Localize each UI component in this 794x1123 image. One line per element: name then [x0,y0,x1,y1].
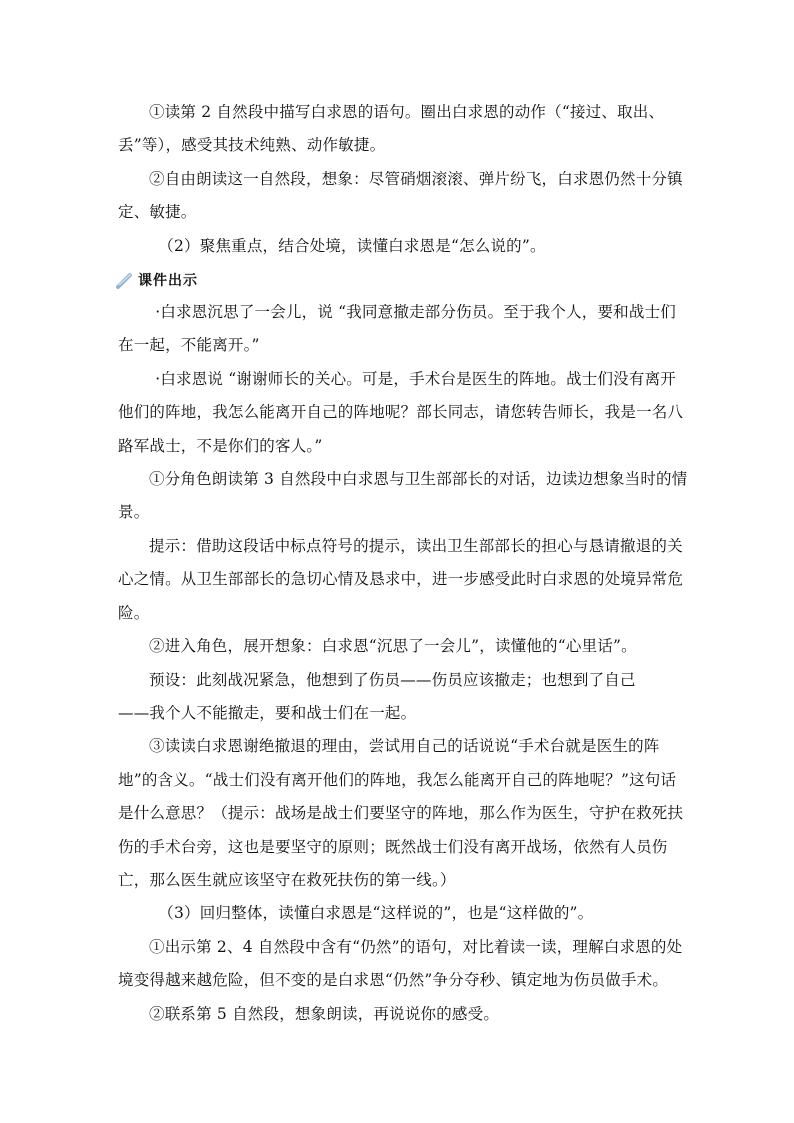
paragraph-hint: 提示：借助这段话中标点符号的提示，读出卫生部部长的担心与恳请撤退的关心之情。从卫生部部长的急切心情及恳求中，进一步感受此时白求恩的处境异常危险。 [118,536,684,622]
courseware-label-text: 课件出示 [138,272,198,289]
pencil-icon [116,271,134,289]
quote-bethune-1: ·白求恩沉思了一会儿，说 “我同意撤走部分伤员。至于我个人，要和战士们在一起，不能离开。” [118,303,676,355]
paragraph-read-section-2: ①读第 2 自然段中描写白求恩的语句。圈出白求恩的动作（“接过、取出、丢”等），感受其技术纯熟、动作敏捷。 [118,103,665,155]
paragraph-role-reading: ①分角色朗读第 3 自然段中白求恩与卫生部部长的对话，边读边想象当时的情景。 [118,470,688,522]
paragraph-reason: ③读读白求恩谢绝撤退的理由，尝试用自己的话说说“手术台就是医生的阵地”的含义。“战士们没有离开他们的阵地，我怎么能离开自己的阵地呢？”这句话是什么意思？（提示：战场是战士们要坚守的阵地，那么作为医生，守护在救死扶伤的手术台旁，这也是要坚守的原则；既然战士们没有离开战场，依然有人员伤亡，那么医生就应该坚守在救死扶伤的第一线。） [118,737,684,889]
paragraph-compare: ①出示第 2、4 自然段中含有“仍然”的语句，对比着读一读，理解白求恩的处境变得越来越危险，但不变的是白求恩“仍然”争分夺秒、镇定地为伤员做手术。 [118,937,683,990]
paragraph-preset-line-2: ——我个人不能撤走，要和战士们在一起。 [118,703,417,722]
section-heading-3: （3）回归整体，读懂白求恩是“这样说的”，也是“这样做的”。 [158,904,594,923]
courseware-label [116,263,688,296]
section-heading-2: （2）聚焦重点，结合处境，读懂白求恩是“怎么说的”。 [158,236,546,255]
quote-bethune-2: ·白求恩说 “谢谢师长的关心。可是，手术台是医生的阵地。战士们没有离开他们的阵地，我怎么能离开自己的阵地呢？部长同志，请您转告师长，我是一名八路军战士，不是你们的客人。” [118,369,684,455]
paragraph-connect: ②联系第 5 自然段，想象朗读，再说说你的感受。 [149,1004,500,1023]
document-page [118,96,688,1031]
paragraph-enter-role: ②进入角色，展开想象：白求恩“沉思了一会儿”，读懂他的“心里话”。 [149,637,637,656]
paragraph-preset-line-1: 预设：此刻战况紧急，他想到了伤员——伤员应该撤走；也想到了自己 [149,670,636,689]
paragraph-free-reading: ②自由朗读这一自然段，想象：尽管硝烟滚滚、弹片纷飞，白求恩仍然十分镇定、敏捷。 [118,169,683,222]
